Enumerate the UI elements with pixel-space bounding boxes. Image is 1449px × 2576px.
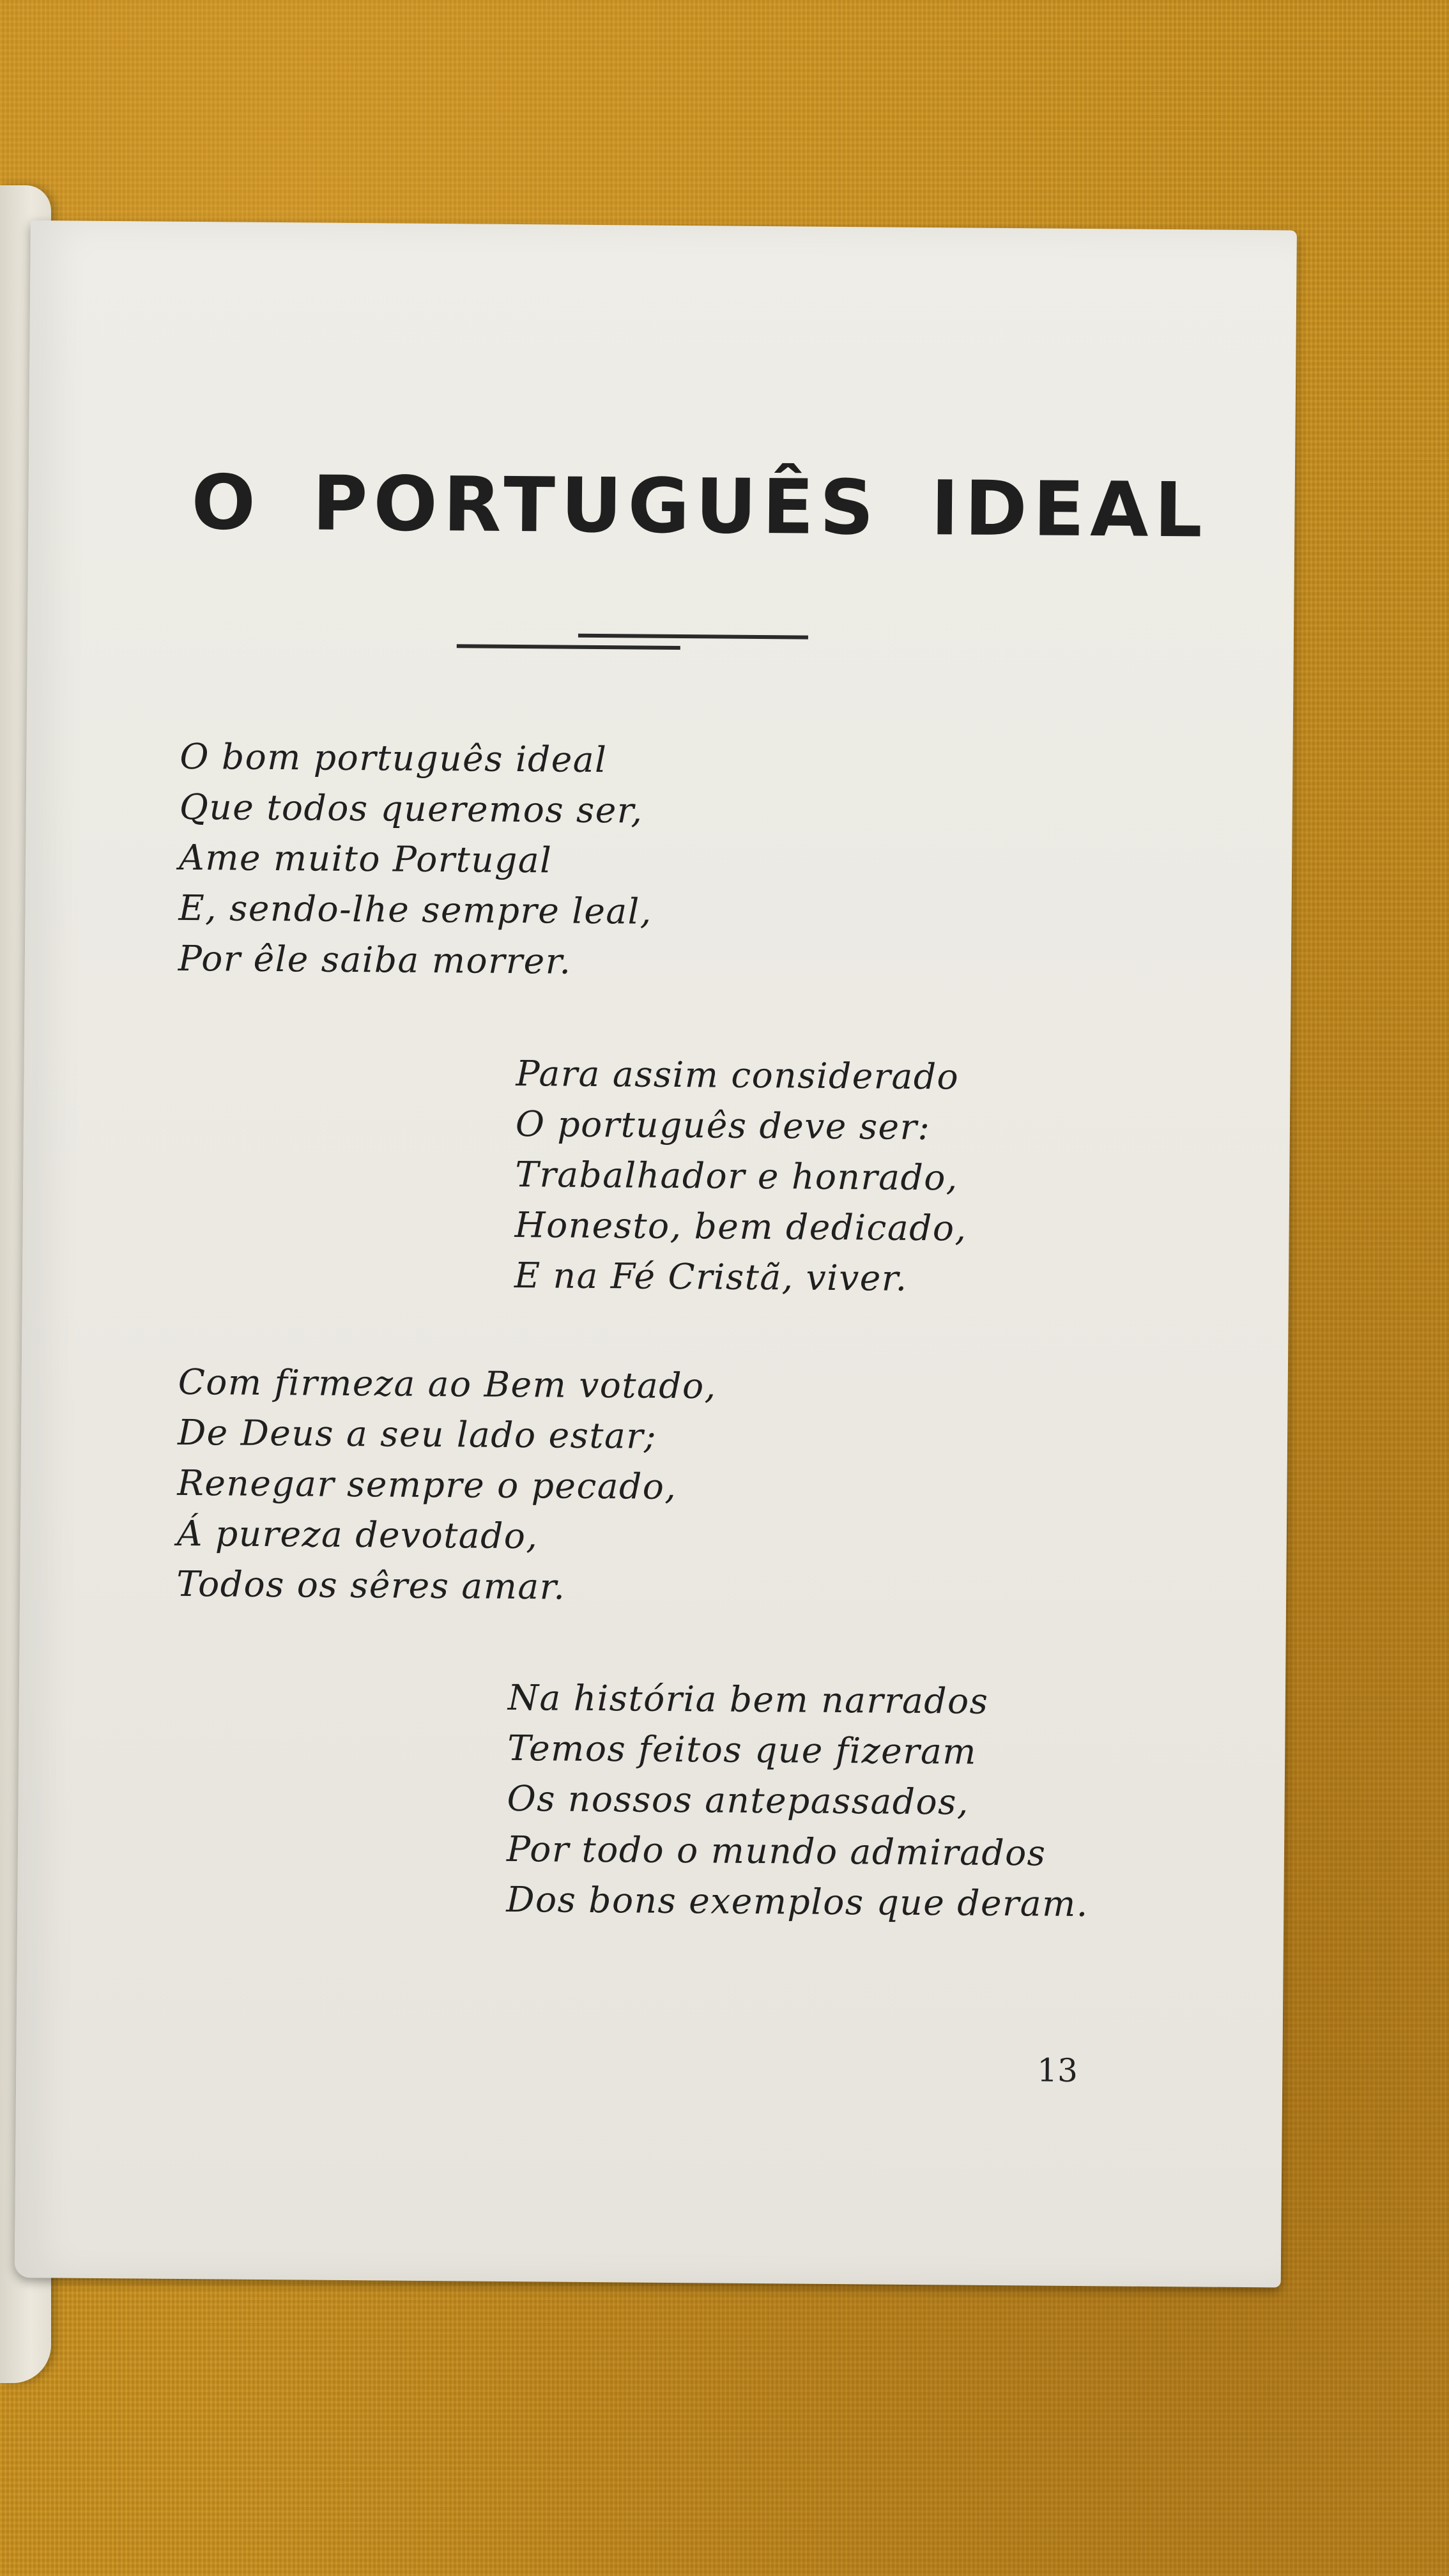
stanza-1 (178, 732, 654, 988)
verse-line: Na história bem narrados (507, 1676, 989, 1722)
poem-title: O PORTUGUÊS IDEAL (191, 457, 1209, 555)
verse-line: De Deus a seu lado estar; (177, 1411, 657, 1457)
verse-line: O bom português ideal (180, 735, 608, 781)
stanza-3 (176, 1357, 717, 1614)
stanza-4 (506, 1673, 1090, 1929)
verse-line: Honesto, bem dedicado, (514, 1204, 967, 1249)
verse-line: Todos os sêres amar. (176, 1563, 566, 1607)
title-divider-bottom (457, 644, 680, 650)
verse-line: Para assim considerado (516, 1053, 960, 1098)
page-number: 13 (1037, 2051, 1078, 2089)
stanza-2 (514, 1048, 969, 1305)
verse-line: Por êle saiba morrer. (178, 937, 572, 982)
verse-line: Dos bons exemplos que deram. (506, 1878, 1089, 1925)
verse-line: Á pureza devotado, (176, 1512, 539, 1557)
verse-line: Com firmeza ao Bem votado, (178, 1361, 717, 1407)
verse-line: Temos feitos que fizeram (507, 1727, 977, 1772)
verse-line: Por todo o mundo admirados (506, 1828, 1046, 1874)
verse-line: E, sendo-lhe sempre leal, (178, 887, 653, 932)
verse-line: O português deve ser: (515, 1103, 931, 1148)
verse-line: Que todos queremos ser, (179, 786, 643, 831)
verse-line: E na Fé Cristã, viver. (514, 1254, 908, 1299)
title-divider-top (578, 634, 808, 640)
verse-line: Ame muito Portugal (178, 836, 553, 881)
verse-line: Trabalhador e honrado, (515, 1154, 959, 1199)
verse-line: Renegar sempre o pecado, (177, 1462, 677, 1508)
verse-line: Os nossos antepassados, (507, 1777, 970, 1823)
book-page (15, 220, 1297, 2287)
